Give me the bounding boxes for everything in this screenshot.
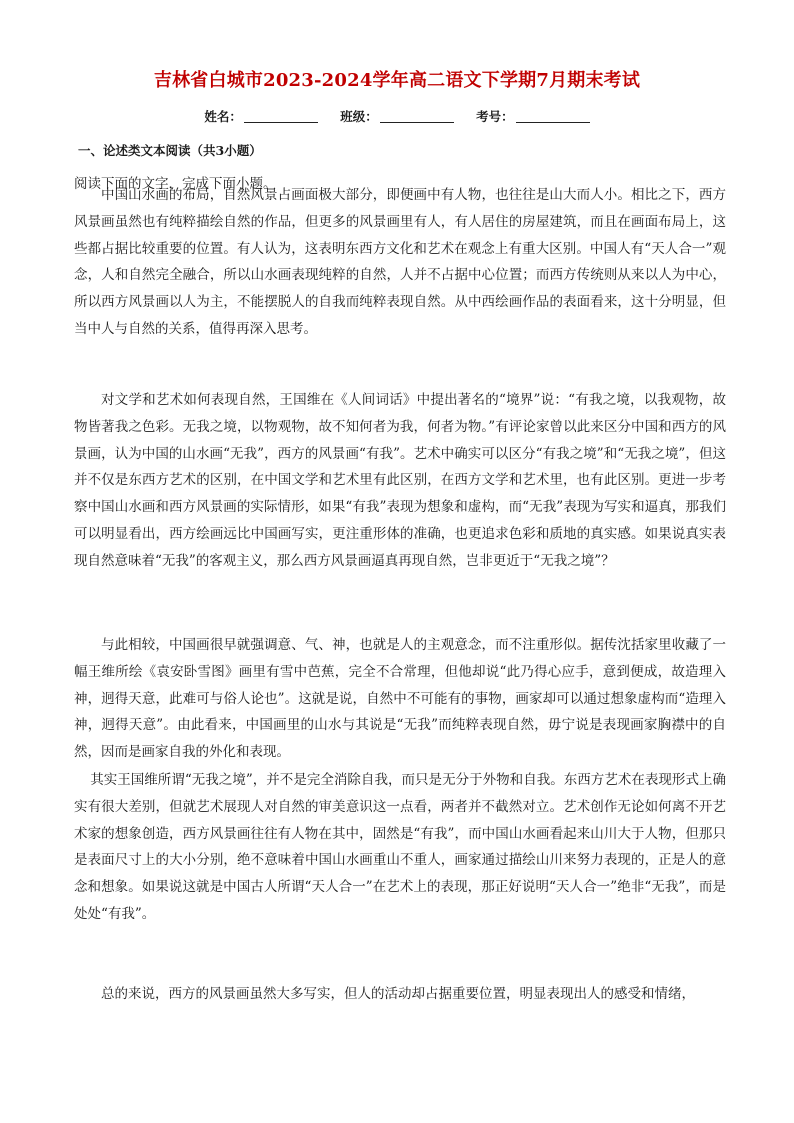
name-label: 姓名：: [204, 109, 242, 124]
student-info-fields: [0, 107, 794, 125]
class-label: 班级：: [340, 109, 378, 124]
section-heading: 一、论述类文本阅读（共3小题）: [78, 143, 262, 158]
name-blank[interactable]: [244, 110, 318, 123]
exam-title: 吉林省白城市2023-2024学年高二语文下学期7月期末考试: [153, 70, 641, 91]
number-blank[interactable]: [516, 110, 590, 123]
paragraph-1: 中国山水画的布局，自然风景占画面极大部分，即便画中有人物，也往往是山大而人小。相比之下，西方风景画虽然也有纯粹描绘自然的作品，但更多的风景画里有人，有人居住的房屋建筑，而且在画面布局上，这些都占据比较重要的位置。有人认为，这表明东西方文化和艺术在观念上有重大区别。中国人有“天人合一”观念，人和自然完全融合，所以山水画表现纯粹的自然，人并不占据中心位置；而西方传统则从来以人为中心，所以西方风景画以人为主，不能摆脱人的自我而纯粹表现自然。从中西绘画作品的表面看来，这十分明显，但当中人与自然的关系，值得再深入思考。: [74, 187, 726, 337]
paragraph-3: 与此相较，中国画很早就强调意、气、神，也就是人的主观意念，而不注重形似。据传沈括家里收藏了一幅王维所绘《袁安卧雪图》画里有雪中芭蕉，完全不合常理，但他却说“此乃得心应手，意到便成，故造理入神，迥得天意，此难可与俗人论也”。这就是说，自然中不可能有的事物，画家却可以通过想象虚构而“造理入神，迥得天意”。由此看来，中国画里的山水与其说是“无我”而纯粹表现自然，毋宁说是表现画家胸襟中的自然，因而是画家自我的外化和表现。: [74, 637, 726, 761]
number-field: [476, 107, 590, 125]
paragraph-4: 其实王国维所谓“无我之境”，并不是完全消除自我，而只是无分于外物和自我。东西方艺术在表现形式上确实有很大差别，但就艺术展现人对自然的审美意识这一点看，两者并不截然对立。艺术创作无论如何离不开艺术家的想象创造，西方风景画往往有人物在其中，固然是“有我”，而中国山水画看起来山川大于人物，但那只是表面尺寸上的大小分别，绝不意味着中国山水画重山不重人，画家通过描绘山川来努力表现的，正是人的意念和想象。如果说这就是中国古人所谓“天人合一”在艺术上的表现，那正好说明“天人合一”绝非“无我”，而是处处“有我”。: [74, 772, 726, 922]
name-field: [204, 107, 318, 125]
paragraph-5: 总的来说，西方的风景画虽然大多写实，但人的活动却占据重要位置，明显表现出人的感受和情绪，: [101, 986, 695, 1002]
number-label: 考号：: [476, 109, 514, 124]
paragraph-2: 对文学和艺术如何表现自然，王国维在《人间词话》中提出著名的“境界”说：“有我之境，以我观物，故物皆著我之色彩。无我之境，以物观物，故不知何者为我，何者为物。”有评论家曾以此来区分中国和西方的风景画，认为中国的山水画“无我”，西方的风景画“有我”。艺术中确实可以区分“有我之境”和“无我之境”，但这并不仅是东西方艺术的区别，在中国文学和艺术里有此区别，在西方文学和艺术里，也有此区别。更进一步考察中国山水画和西方风景画的实际情形，如果“有我”表现为想象和虚构，而“无我”表现为写实和逼真，那我们可以明显看出，西方绘画远比中国画写实，更注重形体的准确，也更追求色彩和质地的真实感。如果说真实表现自然意味着“无我”的客观主义，那么西方风景画逼真再现自然，岂非更近于“无我之境”？: [74, 392, 726, 569]
class-blank[interactable]: [380, 110, 454, 123]
class-field: [340, 107, 454, 125]
instruction-text: 阅读下面的文字，完成下面小题。: [74, 176, 277, 192]
